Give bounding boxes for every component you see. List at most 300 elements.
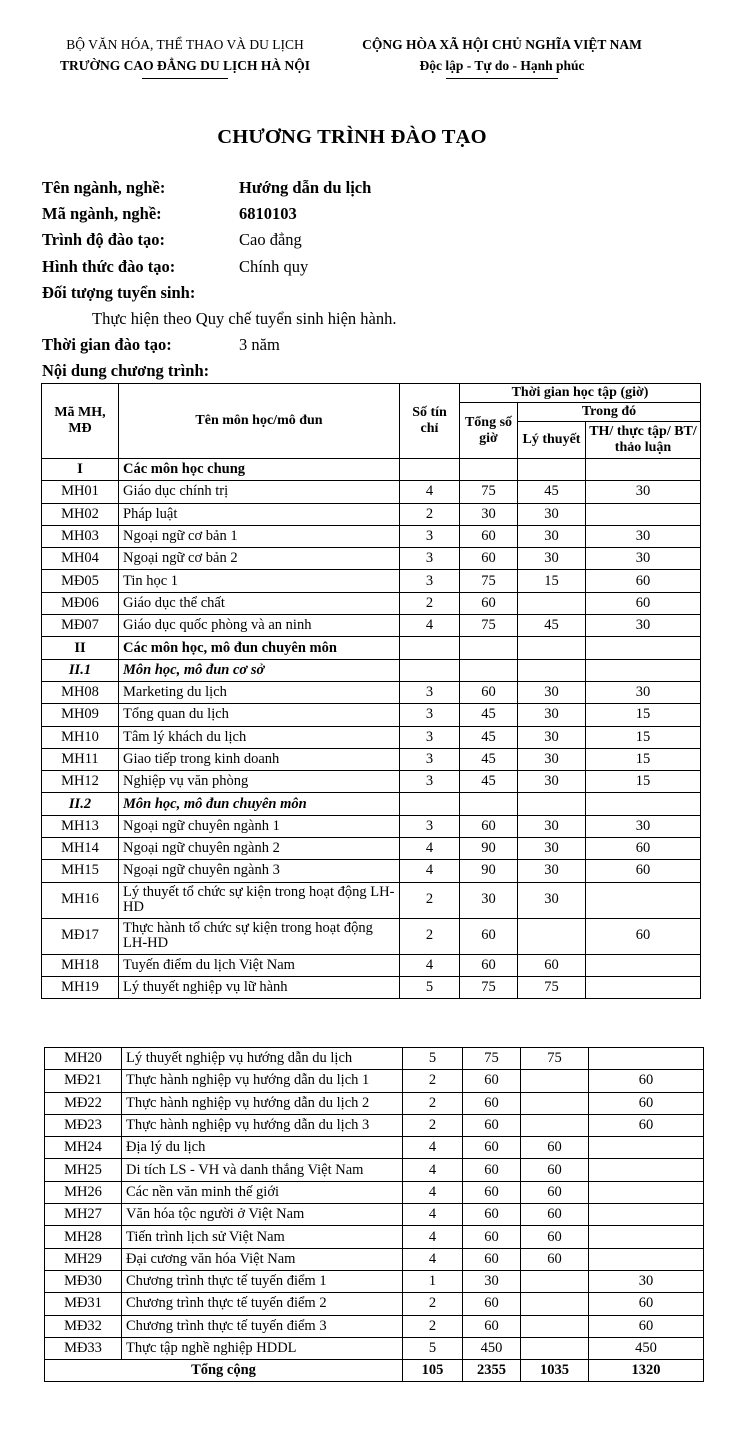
cell-total-hours: 90 [460,860,518,882]
cell-practice [589,1226,704,1248]
cell-practice: 15 [586,704,701,726]
cell-name: Các môn học, mô đun chuyên môn [119,637,400,659]
header-of-which: Trong đó [518,403,701,422]
cell-theory [518,459,586,481]
cell-practice [586,503,701,525]
cell-theory: 75 [518,976,586,998]
header-total-hours: Tổng số giờ [460,403,518,459]
cell-total-hours: 60 [460,681,518,703]
cell-total-hours: 45 [460,726,518,748]
info-label: Đối tượng tuyển sinh: [42,282,196,302]
table-row [45,1204,704,1226]
table-row [42,615,701,637]
cell-code: I [42,459,119,481]
cell-code: MH08 [42,681,119,703]
national-header [332,34,672,79]
cell-practice [589,1159,704,1181]
cell-name: Chương trình thực tế tuyến điểm 2 [122,1293,403,1315]
cell-practice [589,1137,704,1159]
table-row [45,1137,704,1159]
cell-theory: 60 [521,1248,589,1270]
cell-total-hours: 60 [463,1070,521,1092]
cell-code: MĐ05 [42,570,119,592]
cell-name: Giao tiếp trong kinh doanh [119,748,400,770]
cell-name: Tâm lý khách du lịch [119,726,400,748]
issuer-block [40,34,330,79]
table-row [42,815,701,837]
cell-code: II.2 [42,793,119,815]
cell-practice [589,1248,704,1270]
cell-total-hours: 30 [460,503,518,525]
cell-code: MH09 [42,704,119,726]
cell-practice: 60 [589,1315,704,1337]
cell-credits: 3 [400,525,460,547]
cell-total-hours: 45 [460,748,518,770]
info-label: Mã ngành, nghề: [42,204,162,224]
cell-credits: 2 [400,882,460,918]
cell-theory [521,1315,589,1337]
cell-theory: 30 [518,860,586,882]
section-row [42,459,701,481]
table-row [42,882,701,918]
cell-practice: 15 [586,748,701,770]
cell-practice: 60 [586,860,701,882]
cell-code: MĐ31 [45,1293,122,1315]
table-row [42,976,701,998]
cell-name: Di tích LS - VH và danh thắng Việt Nam [122,1159,403,1181]
cell-practice: 30 [586,525,701,547]
table-row [42,481,701,503]
info-mode [42,254,397,280]
cell-practice: 30 [586,615,701,637]
table-row [45,1048,704,1070]
table-row [45,1248,704,1270]
cell-name: Marketing du lịch [119,681,400,703]
cell-credits: 4 [400,615,460,637]
cell-total-hours: 60 [463,1248,521,1270]
cell-name: Tiến trình lịch sử Việt Nam [122,1226,403,1248]
cell-practice: 60 [589,1092,704,1114]
cell-name: Tin học 1 [119,570,400,592]
cell-code: MH28 [45,1226,122,1248]
cell-credits: 2 [403,1070,463,1092]
info-major [42,175,397,201]
cell-credits [400,659,460,681]
header-theory: Lý thuyết [518,422,586,459]
cell-credits: 2 [403,1114,463,1136]
cell-total-hours: 75 [460,976,518,998]
cell-credits: 5 [403,1337,463,1359]
table-row [42,548,701,570]
cell-name: Các môn học chung [119,459,400,481]
cell-name: Ngoại ngữ chuyên ngành 2 [119,838,400,860]
table-row [42,771,701,793]
program-info [42,175,397,385]
cell-theory: 30 [518,815,586,837]
cell-credits: 4 [400,838,460,860]
cell-name: Lý thuyết nghiệp vụ lữ hành [119,976,400,998]
cell-credits: 2 [403,1092,463,1114]
curriculum-table-part-2 [44,1047,704,1382]
cell-total-hours: 75 [460,481,518,503]
cell-practice: 30 [586,481,701,503]
cell-total-hours: 60 [463,1159,521,1181]
cell-total-hours: 60 [463,1293,521,1315]
cell-credits [400,793,460,815]
cell-name: Tuyến điểm du lịch Việt Nam [119,954,400,976]
cell-code: MH25 [45,1159,122,1181]
cell-code: MH01 [42,481,119,503]
cell-theory [518,793,586,815]
cell-total-hours: 60 [460,815,518,837]
cell-code: MH24 [45,1137,122,1159]
cell-code: II.1 [42,659,119,681]
cell-name: Ngoại ngữ cơ bản 1 [119,525,400,547]
cell-total-hours: 75 [460,615,518,637]
cell-code: MH02 [42,503,119,525]
cell-name: Tổng quan du lịch [119,704,400,726]
cell-theory: 60 [521,1137,589,1159]
cell-total-hours: 60 [460,548,518,570]
cell-credits: 3 [400,570,460,592]
cell-total-hours: 60 [463,1114,521,1136]
cell-code: MH12 [42,771,119,793]
school-name: TRƯỜNG CAO ĐẲNG DU LỊCH HÀ NỘI [59,58,310,73]
divider [142,78,228,79]
cell-practice [586,459,701,481]
cell-theory: 60 [518,954,586,976]
cell-theory: 30 [518,882,586,918]
table-row [42,525,701,547]
cell-name: Chương trình thực tế tuyến điểm 3 [122,1315,403,1337]
info-duration [42,332,397,358]
cell-code: MH29 [45,1248,122,1270]
cell-code: MH27 [45,1204,122,1226]
cell-name: Lý thuyết nghiệp vụ hướng dẫn du lịch [122,1048,403,1070]
cell-practice [589,1204,704,1226]
cell-practice: 30 [586,548,701,570]
total-row [45,1360,704,1382]
cell-name: Thực hành nghiệp vụ hướng dẫn du lịch 2 [122,1092,403,1114]
info-level [42,227,397,253]
cell-credits: 3 [400,815,460,837]
table-row [42,726,701,748]
cell-theory: 45 [518,481,586,503]
cell-total-hours: 60 [463,1092,521,1114]
cell-code: MH11 [42,748,119,770]
cell-name: Thực hành tổ chức sự kiện trong hoạt động LH-HD [119,918,400,954]
cell-name: Giáo dục thể chất [119,592,400,614]
cell-credits: 4 [403,1226,463,1248]
cell-name: Thực hành nghiệp vụ hướng dẫn du lịch 3 [122,1114,403,1136]
curriculum-table-part-1 [41,383,701,999]
cell-practice [589,1048,704,1070]
table-row [45,1315,704,1337]
cell-total-hours: 45 [460,704,518,726]
info-target-value: Thực hiện theo Quy chế tuyển sinh hiện hành. [92,308,397,328]
cell-theory: 15 [518,570,586,592]
info-code [42,201,397,227]
cell-credits: 4 [403,1181,463,1203]
table-row [45,1070,704,1092]
cell-credits: 3 [400,704,460,726]
cell-credits: 3 [400,681,460,703]
cell-credits: 4 [400,860,460,882]
header-credits: Số tín chỉ [400,384,460,459]
header-code: Mã MH, MĐ [42,384,119,459]
cell-theory: 30 [518,726,586,748]
cell-theory: 30 [518,503,586,525]
info-label: Tên ngành, nghề: [42,178,166,197]
cell-practice [586,793,701,815]
cell-practice [589,1181,704,1203]
table-row [45,1270,704,1292]
cell-theory: 45 [518,615,586,637]
cell-name: Ngoại ngữ cơ bản 2 [119,548,400,570]
cell-code: MH19 [42,976,119,998]
info-label: Nội dung chương trình: [42,361,210,381]
cell-name: Giáo dục chính trị [119,481,400,503]
cell-total-hours [460,659,518,681]
info-label: Hình thức đào tạo: [42,256,176,276]
cell-code: MH20 [45,1048,122,1070]
cell-credits: 3 [400,726,460,748]
cell-name: Môn học, mô đun chuyên môn [119,793,400,815]
country-name: CỘNG HÒA XÃ HỘI CHỦ NGHĨA VIỆT NAM [362,37,642,52]
header-practice: TH/ thực tập/ BT/ thảo luận [586,422,701,459]
total-hours: 2355 [463,1360,521,1382]
cell-practice [586,976,701,998]
cell-theory: 30 [518,748,586,770]
table-row [45,1226,704,1248]
cell-name: Chương trình thực tế tuyến điểm 1 [122,1270,403,1292]
cell-code: MĐ30 [45,1270,122,1292]
subsection-row [42,659,701,681]
cell-credits: 4 [403,1159,463,1181]
cell-name: Văn hóa tộc người ở Việt Nam [122,1204,403,1226]
subsection-row [42,793,701,815]
cell-practice: 450 [589,1337,704,1359]
table-row [42,918,701,954]
header-time-group: Thời gian học tập (giờ) [460,384,701,403]
info-content [42,358,397,384]
cell-name: Môn học, mô đun cơ sở [119,659,400,681]
cell-credits: 5 [400,976,460,998]
cell-code: MH10 [42,726,119,748]
total-theory: 1035 [521,1360,589,1382]
info-value: 3 năm [239,335,280,355]
cell-practice [586,882,701,918]
info-label: Thời gian đào tạo: [42,335,172,355]
cell-credits [400,459,460,481]
cell-theory [521,1270,589,1292]
cell-practice: 30 [586,815,701,837]
cell-name: Lý thuyết tổ chức sự kiện trong hoạt động LH-HD [119,882,400,918]
cell-credits: 4 [403,1137,463,1159]
cell-practice [586,637,701,659]
cell-theory [521,1070,589,1092]
table-row [45,1293,704,1315]
cell-total-hours: 450 [463,1337,521,1359]
table-row [45,1159,704,1181]
cell-code: MH18 [42,954,119,976]
cell-credits: 4 [403,1248,463,1270]
cell-code: MH03 [42,525,119,547]
cell-total-hours [460,793,518,815]
cell-theory: 60 [521,1159,589,1181]
cell-code: MH14 [42,838,119,860]
cell-code: MĐ17 [42,918,119,954]
table-row [45,1337,704,1359]
table-row [42,592,701,614]
cell-practice: 60 [586,570,701,592]
cell-credits: 4 [403,1204,463,1226]
info-value: 6810103 [239,204,297,224]
cell-theory: 30 [518,704,586,726]
table-row [45,1181,704,1203]
cell-code: MH04 [42,548,119,570]
cell-name: Giáo dục quốc phòng và an ninh [119,615,400,637]
cell-total-hours [460,459,518,481]
cell-credits: 1 [403,1270,463,1292]
cell-total-hours [460,637,518,659]
cell-name: Đại cương văn hóa Việt Nam [122,1248,403,1270]
cell-theory: 30 [518,548,586,570]
header-name: Tên môn học/mô đun [119,384,400,459]
cell-total-hours: 30 [460,882,518,918]
table-row [42,704,701,726]
cell-credits: 3 [400,548,460,570]
cell-total-hours: 90 [460,838,518,860]
cell-code: II [42,637,119,659]
total-credits: 105 [403,1360,463,1382]
cell-theory: 30 [518,525,586,547]
cell-code: MĐ21 [45,1070,122,1092]
cell-credits: 2 [400,592,460,614]
ministry-name: BỘ VĂN HÓA, THỂ THAO VÀ DU LỊCH [66,37,304,52]
table-body [42,459,701,999]
cell-total-hours: 60 [460,592,518,614]
cell-practice: 15 [586,771,701,793]
cell-theory [518,659,586,681]
cell-theory: 60 [521,1226,589,1248]
cell-credits: 5 [403,1048,463,1070]
cell-practice: 60 [586,918,701,954]
cell-theory [521,1293,589,1315]
cell-practice: 15 [586,726,701,748]
cell-practice: 60 [589,1070,704,1092]
table-row [42,838,701,860]
cell-theory [521,1337,589,1359]
cell-practice: 60 [586,838,701,860]
info-value: Hướng dẫn du lịch [239,178,372,197]
cell-theory: 30 [518,681,586,703]
cell-total-hours: 60 [463,1204,521,1226]
cell-theory: 60 [521,1204,589,1226]
cell-practice: 60 [589,1293,704,1315]
table-row [42,954,701,976]
cell-theory: 30 [518,771,586,793]
cell-code: MĐ23 [45,1114,122,1136]
cell-theory [521,1114,589,1136]
cell-name: Nghiệp vụ văn phòng [119,771,400,793]
cell-name: Thực tập nghề nghiệp HDDL [122,1337,403,1359]
cell-code: MĐ07 [42,615,119,637]
national-motto: Độc lập - Tự do - Hạnh phúc [419,58,585,73]
document-title: CHƯƠNG TRÌNH ĐÀO TẠO [217,126,487,148]
cell-theory [521,1092,589,1114]
cell-practice: 60 [586,592,701,614]
cell-name: Thực hành nghiệp vụ hướng dẫn du lịch 1 [122,1070,403,1092]
cell-theory: 75 [521,1048,589,1070]
cell-credits: 4 [400,481,460,503]
cell-code: MH26 [45,1181,122,1203]
cell-name: Các nền văn minh thế giới [122,1181,403,1203]
divider [446,78,558,79]
cell-credits: 4 [400,954,460,976]
cell-credits [400,637,460,659]
cell-credits: 2 [400,918,460,954]
cell-total-hours: 75 [460,570,518,592]
total-label: Tổng cộng [45,1360,403,1382]
table-body [45,1048,704,1360]
cell-credits: 2 [403,1315,463,1337]
table-row [42,860,701,882]
table-row [45,1114,704,1136]
cell-credits: 3 [400,748,460,770]
table-row [42,681,701,703]
section-row [42,637,701,659]
info-label: Trình độ đào tạo: [42,230,166,250]
cell-theory: 30 [518,838,586,860]
cell-name: Ngoại ngữ chuyên ngành 3 [119,860,400,882]
table-row [42,748,701,770]
cell-code: MH16 [42,882,119,918]
cell-credits: 2 [403,1293,463,1315]
cell-total-hours: 60 [460,954,518,976]
cell-credits: 2 [400,503,460,525]
cell-total-hours: 60 [463,1226,521,1248]
cell-theory [518,592,586,614]
cell-total-hours: 60 [460,918,518,954]
info-value: Cao đẳng [239,230,302,250]
cell-name: Ngoại ngữ chuyên ngành 1 [119,815,400,837]
cell-practice [586,659,701,681]
table-row [45,1092,704,1114]
cell-code: MH13 [42,815,119,837]
cell-credits: 3 [400,771,460,793]
cell-total-hours: 45 [460,771,518,793]
cell-total-hours: 60 [463,1315,521,1337]
cell-code: MH15 [42,860,119,882]
cell-practice: 30 [586,681,701,703]
table-row [42,503,701,525]
info-value: Chính quy [239,256,309,276]
total-practice: 1320 [589,1360,704,1382]
cell-total-hours: 30 [463,1270,521,1292]
cell-theory: 60 [521,1181,589,1203]
cell-practice: 30 [589,1270,704,1292]
cell-practice [586,954,701,976]
cell-theory [518,918,586,954]
cell-theory [518,637,586,659]
cell-code: MĐ33 [45,1337,122,1359]
cell-total-hours: 60 [463,1137,521,1159]
cell-practice: 60 [589,1114,704,1136]
cell-total-hours: 75 [463,1048,521,1070]
cell-total-hours: 60 [460,525,518,547]
info-target [42,280,397,306]
